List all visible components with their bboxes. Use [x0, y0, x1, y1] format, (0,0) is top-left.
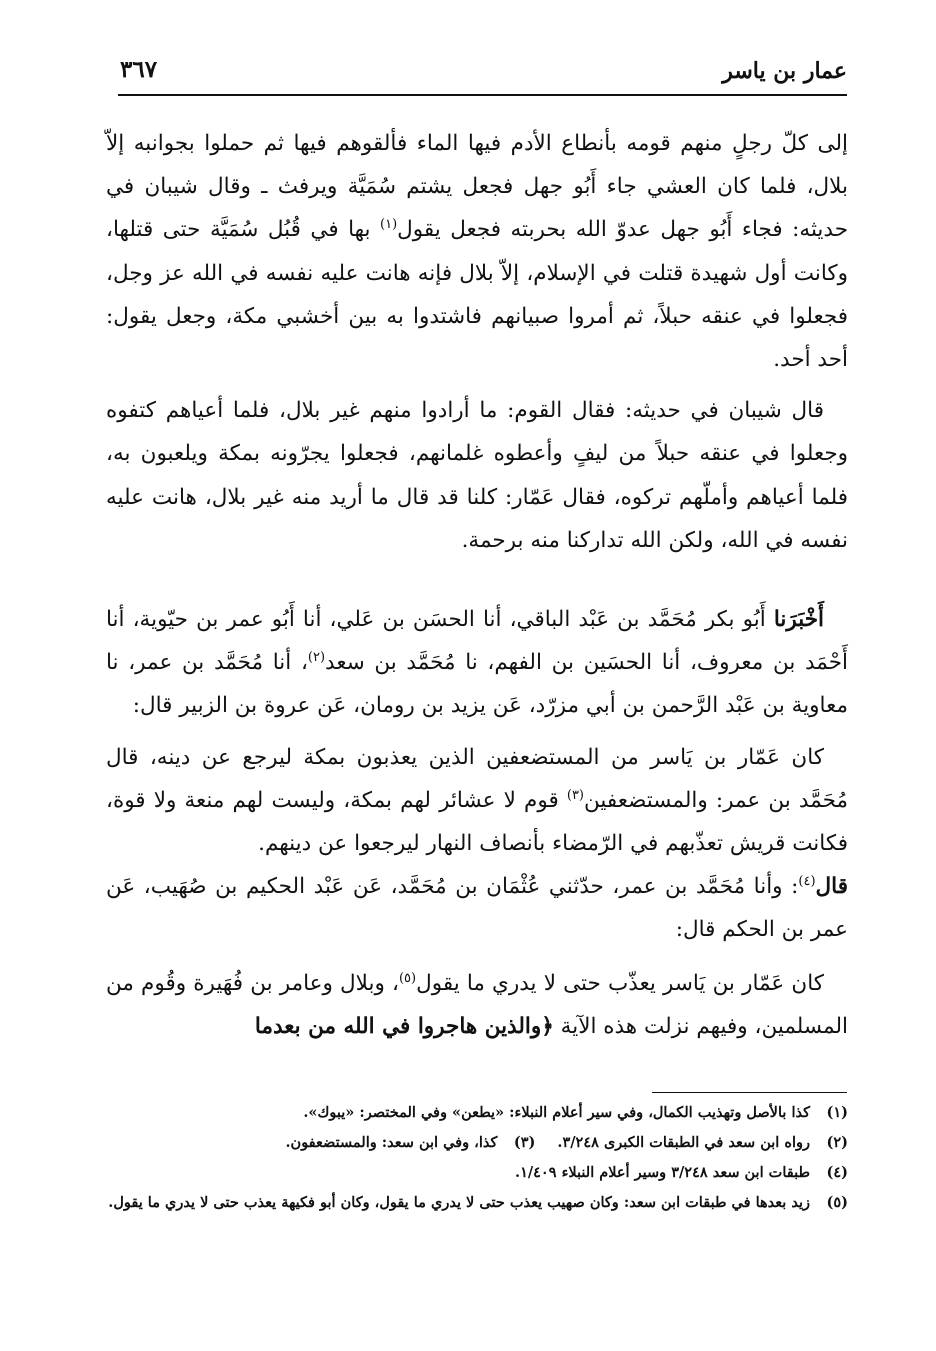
footnote-number: (٣) — [513, 1134, 536, 1151]
footnote-number: (٢) — [826, 1134, 848, 1151]
chapter-title: عمار بن ياسر — [722, 58, 847, 84]
footnote-text: كذا بالأصل وتهذيب الكمال، وفي سير أعلام النبلاء: «يطعن» وفي المختصر: «يبوك». — [303, 1104, 810, 1121]
paragraph-1-text-b: بها في قُبُل سُمَيَّة حتى قتلها، وكانت أول شهيدة قتلت في الإسلام، إلاّ بلال فإنه هانت عليه نفسه في الله عز وجل، فجعلوا في عنقه حبلاً، ثم أمروا صبيانهم فاشتدوا به بين أخشبي مكة، وجعل يقول: أحد أحد. — [106, 217, 848, 373]
main-text — [106, 122, 848, 1048]
quran-verse: ﴿والذين هاجروا في الله من بعدما — [254, 1013, 554, 1039]
paragraph-2 — [106, 389, 848, 562]
footnote-1 — [100, 1098, 848, 1128]
isnad-qala-word: قال — [815, 874, 848, 900]
paragraph-5-text: : وأنا مُحَمَّد بن عمر، حدّثني عُثْمَان بن مُحَمَّد، عَن عَبْد الحكيم بن صُهَيب، عَن عمر بن الحكم قال: — [106, 874, 848, 943]
footnote-5 — [100, 1188, 848, 1218]
paragraph-5-isnad — [106, 865, 848, 951]
running-header — [118, 50, 847, 96]
footnote-ref-4: (٤) — [798, 874, 816, 890]
paragraph-3-text-b: ، أنا مُحَمَّد بن عمر، نا معاوية بن عَبْد الرَّحمن بن أبي مزرّد، عَن يزيد بن رومان، عَن عروة بن الزبير قال: — [106, 650, 848, 719]
footnote-ref-5: (٥) — [398, 970, 417, 986]
paragraph-1 — [106, 122, 848, 381]
footnote-ref-1: (١) — [380, 217, 398, 233]
paragraph-4-text-a: كان عَمّار بن يَاسر من المستضعفين الذين يعذبون بمكة ليرجع عن دينه، قال مُحَمَّد بن عمر: والمستضعفين — [106, 744, 848, 813]
page-number: ٣٦٧ — [120, 56, 158, 83]
footnote-number: (٥) — [826, 1194, 848, 1211]
paragraph-6-text-a: كان عَمّار بن يَاسر يعذّب حتى لا يدري ما يقول — [416, 970, 824, 996]
footnote-row — [100, 1128, 848, 1158]
footnote-separator — [652, 1092, 847, 1093]
footnote-text: طبقات ابن سعد ٣/٢٤٨ وسير أعلام النبلاء ١/٤٠٩. — [515, 1164, 810, 1181]
paragraph-2-text: قال شيبان في حديثه: فقال القوم: ما أرادوا منهم غير بلال، فلما أعياهم كتفوه وجعلوا في عنقه حبلاً من ليفٍ وأعطوه غلمانهم، فجعلوا يجرّونه بمكة ويلعبون به، فلما أعياهم وأملّهم تركوه، فقال عَمّار: كلنا قد قال ما أريد منه غير بلال، هانت عليه نفسه في الله، ولكن الله تداركنا منه برحمة. — [106, 398, 848, 553]
paragraph-3-isnad — [106, 598, 848, 728]
paragraph-4 — [106, 736, 848, 866]
paragraph-6 — [106, 962, 848, 1048]
footnote-number: (٤) — [826, 1164, 848, 1181]
paragraph-1-text-a: إلى كلّ رجلٍ منهم قومه بأنطاع الأدم فيها الماء فألقوهم فيها ثم حملوا بجوانبه إلاّ بلال، فلما كان العشي جاء أَبُو جهل فجعل يشتم سُمَيَّة ويرفث ـ وقال شيبان في حديثه: فجاء أَبُو جهل عدوّ الله بحربته فجعل يقول — [106, 131, 848, 243]
footnote-ref-2: (٢) — [307, 650, 326, 666]
footnote-text: كذا، وفي ابن سعد: والمستضعفون. — [285, 1134, 498, 1151]
paragraph-4-text-b: قوم لا عشائر لهم بمكة، وليست لهم منعة ولا قوة، فكانت قريش تعذّبهم في الرّمضاء بأنصاف النهار ليرجعوا عن دينهم. — [106, 787, 848, 857]
footnote-text: رواه ابن سعد في الطبقات الكبرى ٣/٢٤٨. — [557, 1134, 810, 1151]
paragraph-6-text-b: ، وبلال وعامر بن فُهَيرة وقُوم من المسلمين، وفيهم نزلت هذه الآية — [106, 970, 848, 1039]
footnote-3 — [286, 1128, 536, 1158]
isnad-lead-word: أَخْبَرَنا — [773, 607, 824, 633]
paragraph-3-text-a: أَبُو بكر مُحَمَّد بن عَبْد الباقي، أنا الحسَن بن عَلي، أنا أَبُو عمر بن حيّوية، أنا أَحْمَد بن معروف، أنا الحسَين بن الفهم، نا مُحَمَّد بن سعد — [106, 607, 848, 676]
footnote-text: زيد بعدها في طبقات ابن سعد: وكان صهيب يعذب حتى لا يدري ما يقول، وكان أبو فكيهة يعذب حتى لا يدري ما يقول. — [108, 1194, 810, 1211]
footnotes — [100, 1098, 848, 1218]
footnote-4 — [100, 1158, 848, 1188]
footnote-ref-3: (٣) — [566, 787, 584, 803]
footnote-2 — [557, 1128, 848, 1158]
footnote-number: (١) — [826, 1104, 848, 1121]
